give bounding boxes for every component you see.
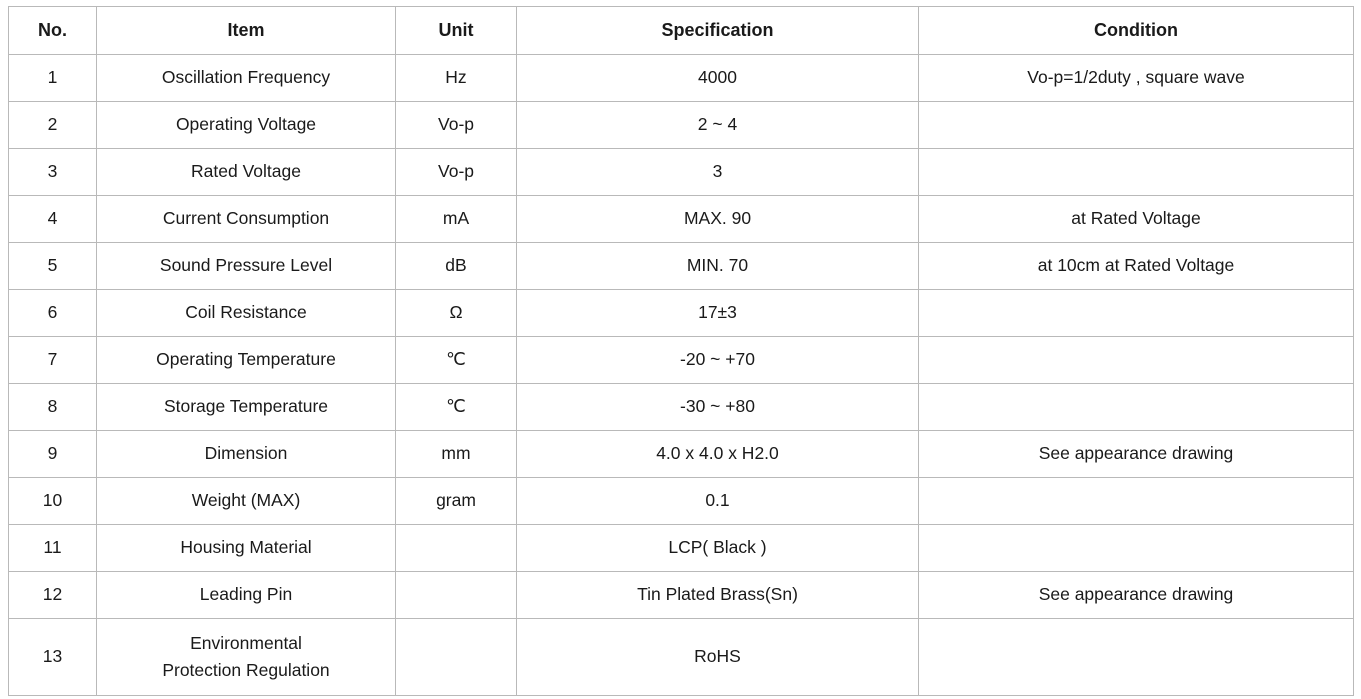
cell-item: Coil Resistance [97,290,396,337]
table-row [9,102,1354,149]
cell-specification: 4000 [517,55,919,102]
cell-item: Operating Temperature [97,337,396,384]
cell-unit: ℃ [396,384,517,431]
cell-unit: dB [396,243,517,290]
cell-condition: at 10cm at Rated Voltage [919,243,1354,290]
cell-no: 11 [9,525,97,572]
cell-no: 12 [9,572,97,619]
column-header-unit: Unit [396,7,517,55]
table-row [9,290,1354,337]
cell-no: 1 [9,55,97,102]
cell-condition: at Rated Voltage [919,196,1354,243]
cell-no: 6 [9,290,97,337]
table-body [9,55,1354,696]
cell-text-line: Environmental [190,632,302,653]
cell-specification: 17±3 [517,290,919,337]
cell-condition [919,337,1354,384]
cell-condition: See appearance drawing [919,431,1354,478]
cell-no: 8 [9,384,97,431]
cell-item: Housing Material [97,525,396,572]
cell-specification: 4.0 x 4.0 x H2.0 [517,431,919,478]
cell-no: 10 [9,478,97,525]
cell-specification: -20 ~ +70 [517,337,919,384]
table-header-row [9,7,1354,55]
table-row [9,384,1354,431]
cell-unit: mm [396,431,517,478]
cell-item: Rated Voltage [97,149,396,196]
cell-item: Dimension [97,431,396,478]
cell-unit [396,572,517,619]
cell-unit: Vo-p [396,149,517,196]
cell-no: 3 [9,149,97,196]
table-row [9,619,1354,696]
column-header-no: No. [9,7,97,55]
cell-no: 4 [9,196,97,243]
cell-condition [919,102,1354,149]
cell-unit: Ω [396,290,517,337]
cell-item: Leading Pin [97,572,396,619]
cell-condition [919,525,1354,572]
cell-specification: 0.1 [517,478,919,525]
table-row [9,243,1354,290]
cell-item: Sound Pressure Level [97,243,396,290]
cell-no: 5 [9,243,97,290]
cell-item: Oscillation Frequency [97,55,396,102]
cell-condition [919,149,1354,196]
cell-item: Storage Temperature [97,384,396,431]
column-header-specification: Specification [517,7,919,55]
table-row [9,196,1354,243]
cell-condition [919,478,1354,525]
cell-specification: -30 ~ +80 [517,384,919,431]
table-row [9,337,1354,384]
cell-specification: 2 ~ 4 [517,102,919,149]
cell-unit [396,525,517,572]
column-header-condition: Condition [919,7,1354,55]
cell-unit: gram [396,478,517,525]
cell-text-line: Protection Regulation [162,660,330,680]
cell-condition: Vo-p=1/2duty , square wave [919,55,1354,102]
cell-unit: mA [396,196,517,243]
table-row [9,525,1354,572]
cell-condition [919,290,1354,337]
cell-unit: Hz [396,55,517,102]
cell-no: 2 [9,102,97,149]
table-row [9,478,1354,525]
cell-condition [919,619,1354,696]
cell-specification: LCP( Black ) [517,525,919,572]
table-row [9,55,1354,102]
cell-unit [396,619,517,696]
cell-specification: 3 [517,149,919,196]
cell-unit: Vo-p [396,102,517,149]
specification-table [8,6,1354,696]
cell-condition: See appearance drawing [919,572,1354,619]
cell-no: 13 [9,619,97,696]
cell-item: Current Consumption [97,196,396,243]
cell-condition [919,384,1354,431]
table-row [9,149,1354,196]
cell-item: Weight (MAX) [97,478,396,525]
cell-no: 7 [9,337,97,384]
cell-specification: MAX. 90 [517,196,919,243]
cell-specification: RoHS [517,619,919,696]
table-row [9,572,1354,619]
table-header [9,7,1354,55]
table-row [9,431,1354,478]
cell-unit: ℃ [396,337,517,384]
cell-specification: Tin Plated Brass(Sn) [517,572,919,619]
cell-no: 9 [9,431,97,478]
cell-item [97,619,396,696]
cell-item: Operating Voltage [97,102,396,149]
cell-specification: MIN. 70 [517,243,919,290]
column-header-item: Item [97,7,396,55]
